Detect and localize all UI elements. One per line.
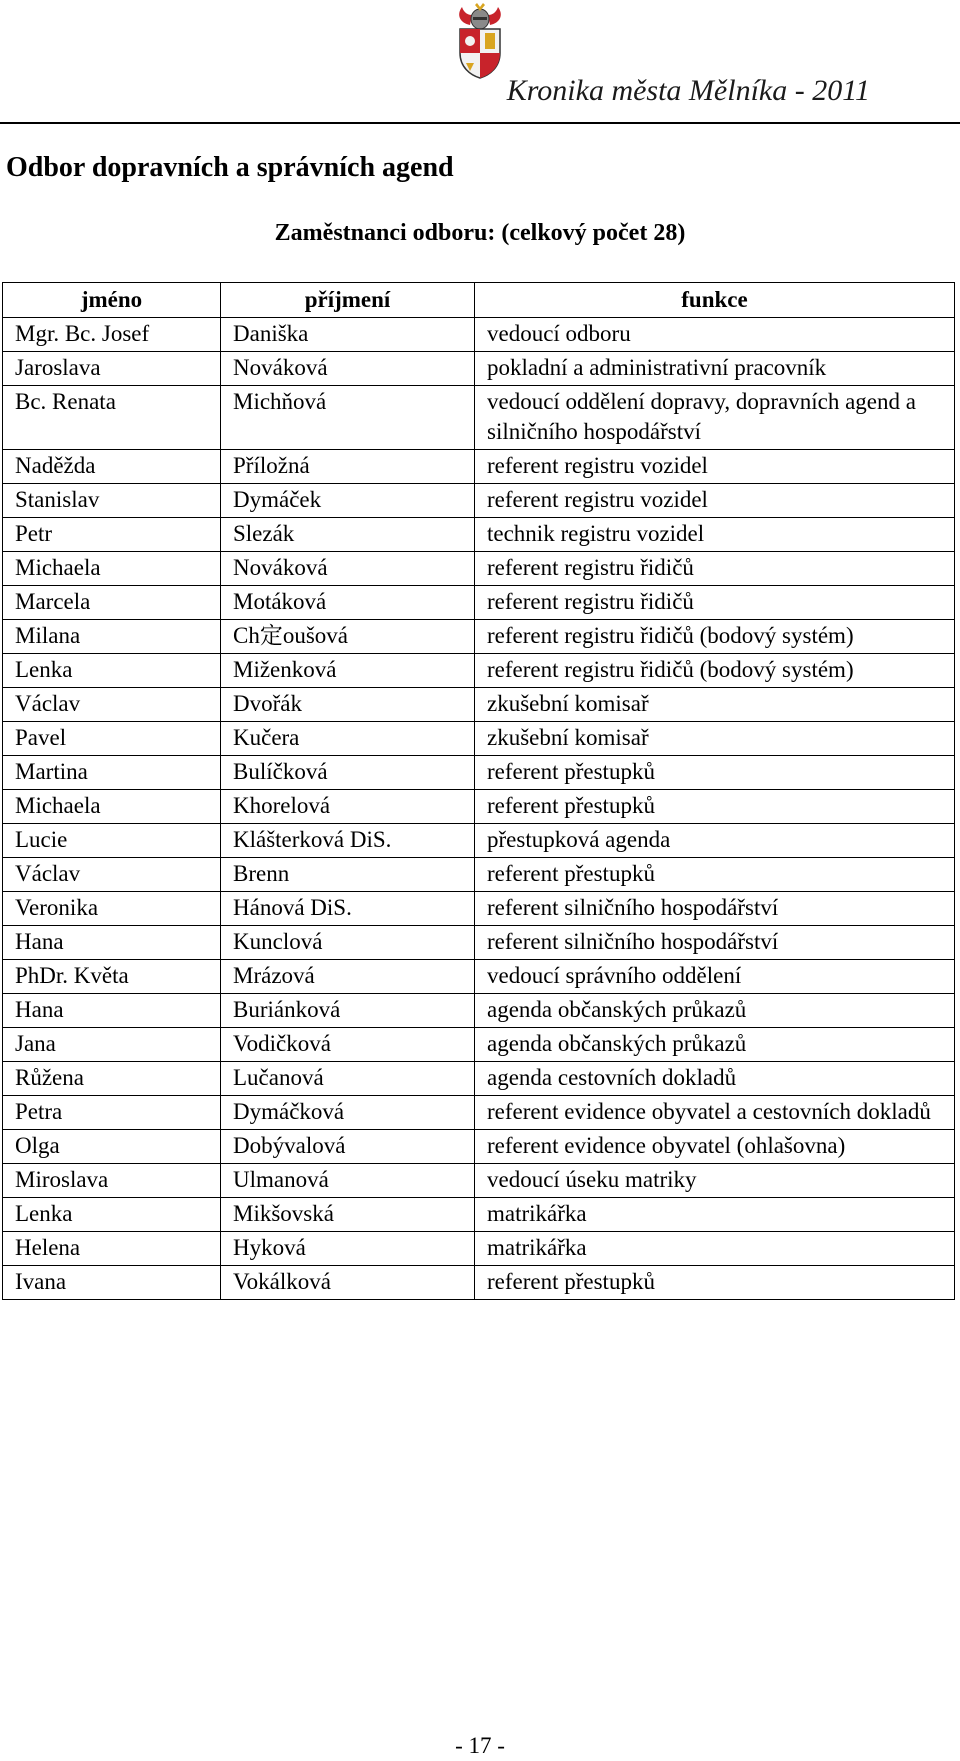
table-row xyxy=(3,824,955,858)
cell-function: referent silničního hospodářství xyxy=(475,926,955,960)
table-row xyxy=(3,352,955,386)
cell-first-name: Ivana xyxy=(3,1266,221,1300)
cell-first-name: Helena xyxy=(3,1232,221,1266)
cell-first-name: PhDr. Květa xyxy=(3,960,221,994)
cell-surname: Slezák xyxy=(221,518,475,552)
cell-surname: Lučanová xyxy=(221,1062,475,1096)
cell-first-name: Růžena xyxy=(3,1062,221,1096)
table-row xyxy=(3,484,955,518)
page-number: - 17 - xyxy=(455,1733,505,1758)
cell-first-name: Václav xyxy=(3,858,221,892)
cell-first-name: Petra xyxy=(3,1096,221,1130)
cell-first-name: Jana xyxy=(3,1028,221,1062)
cell-first-name: Hana xyxy=(3,994,221,1028)
table-row xyxy=(3,756,955,790)
cell-first-name: Václav xyxy=(3,688,221,722)
table-row xyxy=(3,450,955,484)
cell-function: agenda občanských průkazů xyxy=(475,994,955,1028)
cell-function: referent registru řidičů (bodový systém) xyxy=(475,620,955,654)
cell-first-name: Lucie xyxy=(3,824,221,858)
cell-function: technik registru vozidel xyxy=(475,518,955,552)
table-header-row xyxy=(3,283,955,318)
cell-function: vedoucí správního oddělení xyxy=(475,960,955,994)
staff-count-caption: Zaměstnanci odboru: (celkový počet 28) xyxy=(274,220,686,246)
cell-function: referent registru řidičů xyxy=(475,552,955,586)
table-row xyxy=(3,620,955,654)
table-row xyxy=(3,1130,955,1164)
staff-table xyxy=(2,282,955,1300)
cell-surname: Nováková xyxy=(221,552,475,586)
cell-function: referent evidence obyvatel (ohlašovna) xyxy=(475,1130,955,1164)
cell-surname: Brenn xyxy=(221,858,475,892)
table-row xyxy=(3,386,955,450)
cell-function: referent přestupků xyxy=(475,790,955,824)
cell-first-name: Milana xyxy=(3,620,221,654)
cell-function: vedoucí odboru xyxy=(475,318,955,352)
cell-function: zkušební komisař xyxy=(475,688,955,722)
cell-first-name: Martina xyxy=(3,756,221,790)
table-row xyxy=(3,552,955,586)
table-row xyxy=(3,518,955,552)
table-row xyxy=(3,960,955,994)
table-row xyxy=(3,654,955,688)
cell-function: pokladní a administrativní pracovník xyxy=(475,352,955,386)
column-header-first-name: jméno xyxy=(3,283,221,318)
cell-surname: Příložná xyxy=(221,450,475,484)
cell-surname: Kunclová xyxy=(221,926,475,960)
cell-first-name: Michaela xyxy=(3,790,221,824)
cell-surname: Hánová DiS. xyxy=(221,892,475,926)
cell-first-name: Hana xyxy=(3,926,221,960)
cell-function: referent přestupků xyxy=(475,1266,955,1300)
table-row xyxy=(3,722,955,756)
chronicle-title: Kronika města Mělníka - 2011 xyxy=(506,74,870,107)
column-header-function: funkce xyxy=(475,283,955,318)
cell-first-name: Marcela xyxy=(3,586,221,620)
cell-first-name: Bc. Renata xyxy=(3,386,221,450)
cell-first-name: Veronika xyxy=(3,892,221,926)
table-row xyxy=(3,926,955,960)
cell-function: zkušební komisař xyxy=(475,722,955,756)
cell-surname: Ch定oušová xyxy=(221,620,475,654)
column-header-surname: příjmení xyxy=(221,283,475,318)
cell-function: referent evidence obyvatel a cestovních dokladů xyxy=(475,1096,955,1130)
cell-surname: Kučera xyxy=(221,722,475,756)
table-row xyxy=(3,1198,955,1232)
cell-surname: Bulíčková xyxy=(221,756,475,790)
cell-function: referent registru řidičů (bodový systém) xyxy=(475,654,955,688)
cell-first-name: Olga xyxy=(3,1130,221,1164)
cell-surname: Buriánková xyxy=(221,994,475,1028)
cell-surname: Miženková xyxy=(221,654,475,688)
cell-function: vedoucí oddělení dopravy, dopravních agend a silničního hospodářství xyxy=(475,386,955,450)
table-row xyxy=(3,586,955,620)
table-row xyxy=(3,688,955,722)
table-row xyxy=(3,790,955,824)
cell-surname: Motáková xyxy=(221,586,475,620)
table-row xyxy=(3,1096,955,1130)
cell-first-name: Miroslava xyxy=(3,1164,221,1198)
cell-surname: Nováková xyxy=(221,352,475,386)
cell-surname: Daniška xyxy=(221,318,475,352)
cell-surname: Vodičková xyxy=(221,1028,475,1062)
cell-first-name: Mgr. Bc. Josef xyxy=(3,318,221,352)
table-row xyxy=(3,1062,955,1096)
cell-surname: Klášterková DiS. xyxy=(221,824,475,858)
cell-first-name: Naděžda xyxy=(3,450,221,484)
table-row xyxy=(3,892,955,926)
table-body xyxy=(3,318,955,1300)
cell-surname: Michňová xyxy=(221,386,475,450)
cell-first-name: Petr xyxy=(3,518,221,552)
cell-first-name: Lenka xyxy=(3,654,221,688)
cell-function: referent registru vozidel xyxy=(475,450,955,484)
table-row xyxy=(3,1232,955,1266)
cell-function: agenda cestovních dokladů xyxy=(475,1062,955,1096)
cell-function: matrikářka xyxy=(475,1198,955,1232)
cell-surname: Mrázová xyxy=(221,960,475,994)
cell-first-name: Pavel xyxy=(3,722,221,756)
cell-first-name: Jaroslava xyxy=(3,352,221,386)
cell-surname: Hyková xyxy=(221,1232,475,1266)
cell-surname: Dvořák xyxy=(221,688,475,722)
cell-function: referent přestupků xyxy=(475,756,955,790)
table-row xyxy=(3,994,955,1028)
cell-function: referent silničního hospodářství xyxy=(475,892,955,926)
cell-surname: Dymáčková xyxy=(221,1096,475,1130)
cell-surname: Mikšovská xyxy=(221,1198,475,1232)
cell-function: agenda občanských průkazů xyxy=(475,1028,955,1062)
cell-function: vedoucí úseku matriky xyxy=(475,1164,955,1198)
cell-function: přestupková agenda xyxy=(475,824,955,858)
city-coat-of-arms-icon xyxy=(452,3,508,79)
table-row xyxy=(3,858,955,892)
cell-function: referent přestupků xyxy=(475,858,955,892)
cell-first-name: Lenka xyxy=(3,1198,221,1232)
cell-first-name: Stanislav xyxy=(3,484,221,518)
cell-surname: Ulmanová xyxy=(221,1164,475,1198)
cell-surname: Dymáček xyxy=(221,484,475,518)
table-row xyxy=(3,1266,955,1300)
cell-function: matrikářka xyxy=(475,1232,955,1266)
cell-function: referent registru řidičů xyxy=(475,586,955,620)
department-heading: Odbor dopravních a správních agend xyxy=(6,152,454,183)
cell-first-name: Michaela xyxy=(3,552,221,586)
cell-surname: Vokálková xyxy=(221,1266,475,1300)
cell-surname: Khorelová xyxy=(221,790,475,824)
table-row xyxy=(3,318,955,352)
cell-function: referent registru vozidel xyxy=(475,484,955,518)
header-divider xyxy=(0,122,960,124)
cell-surname: Dobývalová xyxy=(221,1130,475,1164)
table-row xyxy=(3,1164,955,1198)
table-row xyxy=(3,1028,955,1062)
